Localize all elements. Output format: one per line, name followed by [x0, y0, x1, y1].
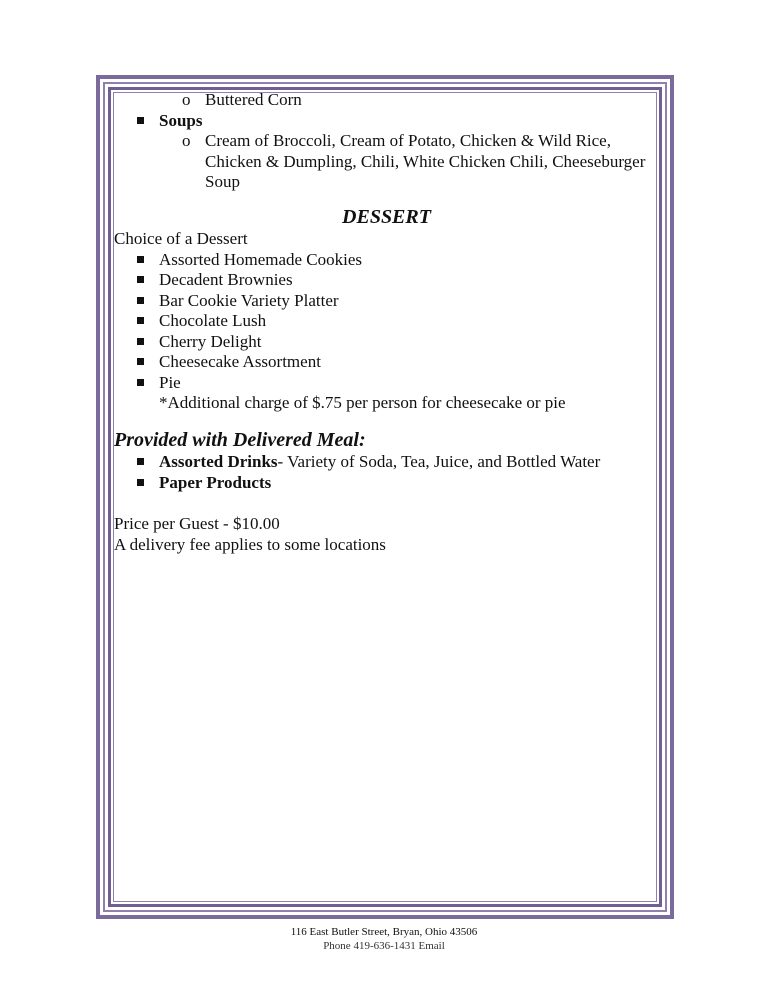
- list-item: Assorted Homemade Cookies: [114, 250, 659, 271]
- circle-bullet-icon: o: [182, 131, 191, 150]
- soups-label: Soups: [159, 110, 203, 130]
- delivery-text: A delivery fee applies to some locations: [114, 534, 386, 554]
- list-item: Chocolate Lush: [114, 311, 659, 332]
- buttered-corn-item: o Buttered Corn: [182, 90, 302, 109]
- circle-bullet-icon: o: [182, 90, 191, 109]
- list-item: Bar Cookie Variety Platter: [114, 291, 659, 312]
- list-item: Cherry Delight: [114, 332, 659, 353]
- provided-list: [114, 452, 659, 493]
- drinks-text: - Variety of Soda, Tea, Juice, and Bottled Water: [277, 452, 601, 471]
- footer-address: 116 East Butler Street, Bryan, Ohio 43506: [290, 926, 478, 938]
- dessert-note: *Additional charge of $.75 per person for cheesecake or pie: [159, 393, 566, 412]
- dessert-intro: Choice of a Dessert: [114, 229, 248, 248]
- list-item: Cheesecake Assortment: [114, 352, 659, 373]
- list-item: [114, 452, 659, 473]
- dessert-heading: DESSERT: [342, 205, 431, 228]
- price-text: Price per Guest - $10.00: [114, 514, 280, 533]
- paper-label: Paper Products: [159, 472, 272, 492]
- dessert-list: [114, 250, 659, 394]
- provided-heading: Provided with Delivered Meal:: [114, 428, 366, 451]
- soups-list: o Cream of Broccoli, Cream of Potato, Chicken & Wild Rice, Chicken & Dumpling, Chili, White Chicken Chili, Cheeseburger Soup: [182, 131, 646, 191]
- list-item: Pie: [114, 373, 659, 394]
- list-item: [114, 473, 659, 494]
- footer-contact: Phone 419-636-1431 Email: [323, 940, 445, 952]
- drinks-label: Assorted Drinks: [159, 452, 278, 471]
- list-item: Decadent Brownies: [114, 270, 659, 291]
- soups-item: [114, 111, 659, 132]
- footer: [0, 925, 768, 952]
- menu-content: [114, 90, 659, 555]
